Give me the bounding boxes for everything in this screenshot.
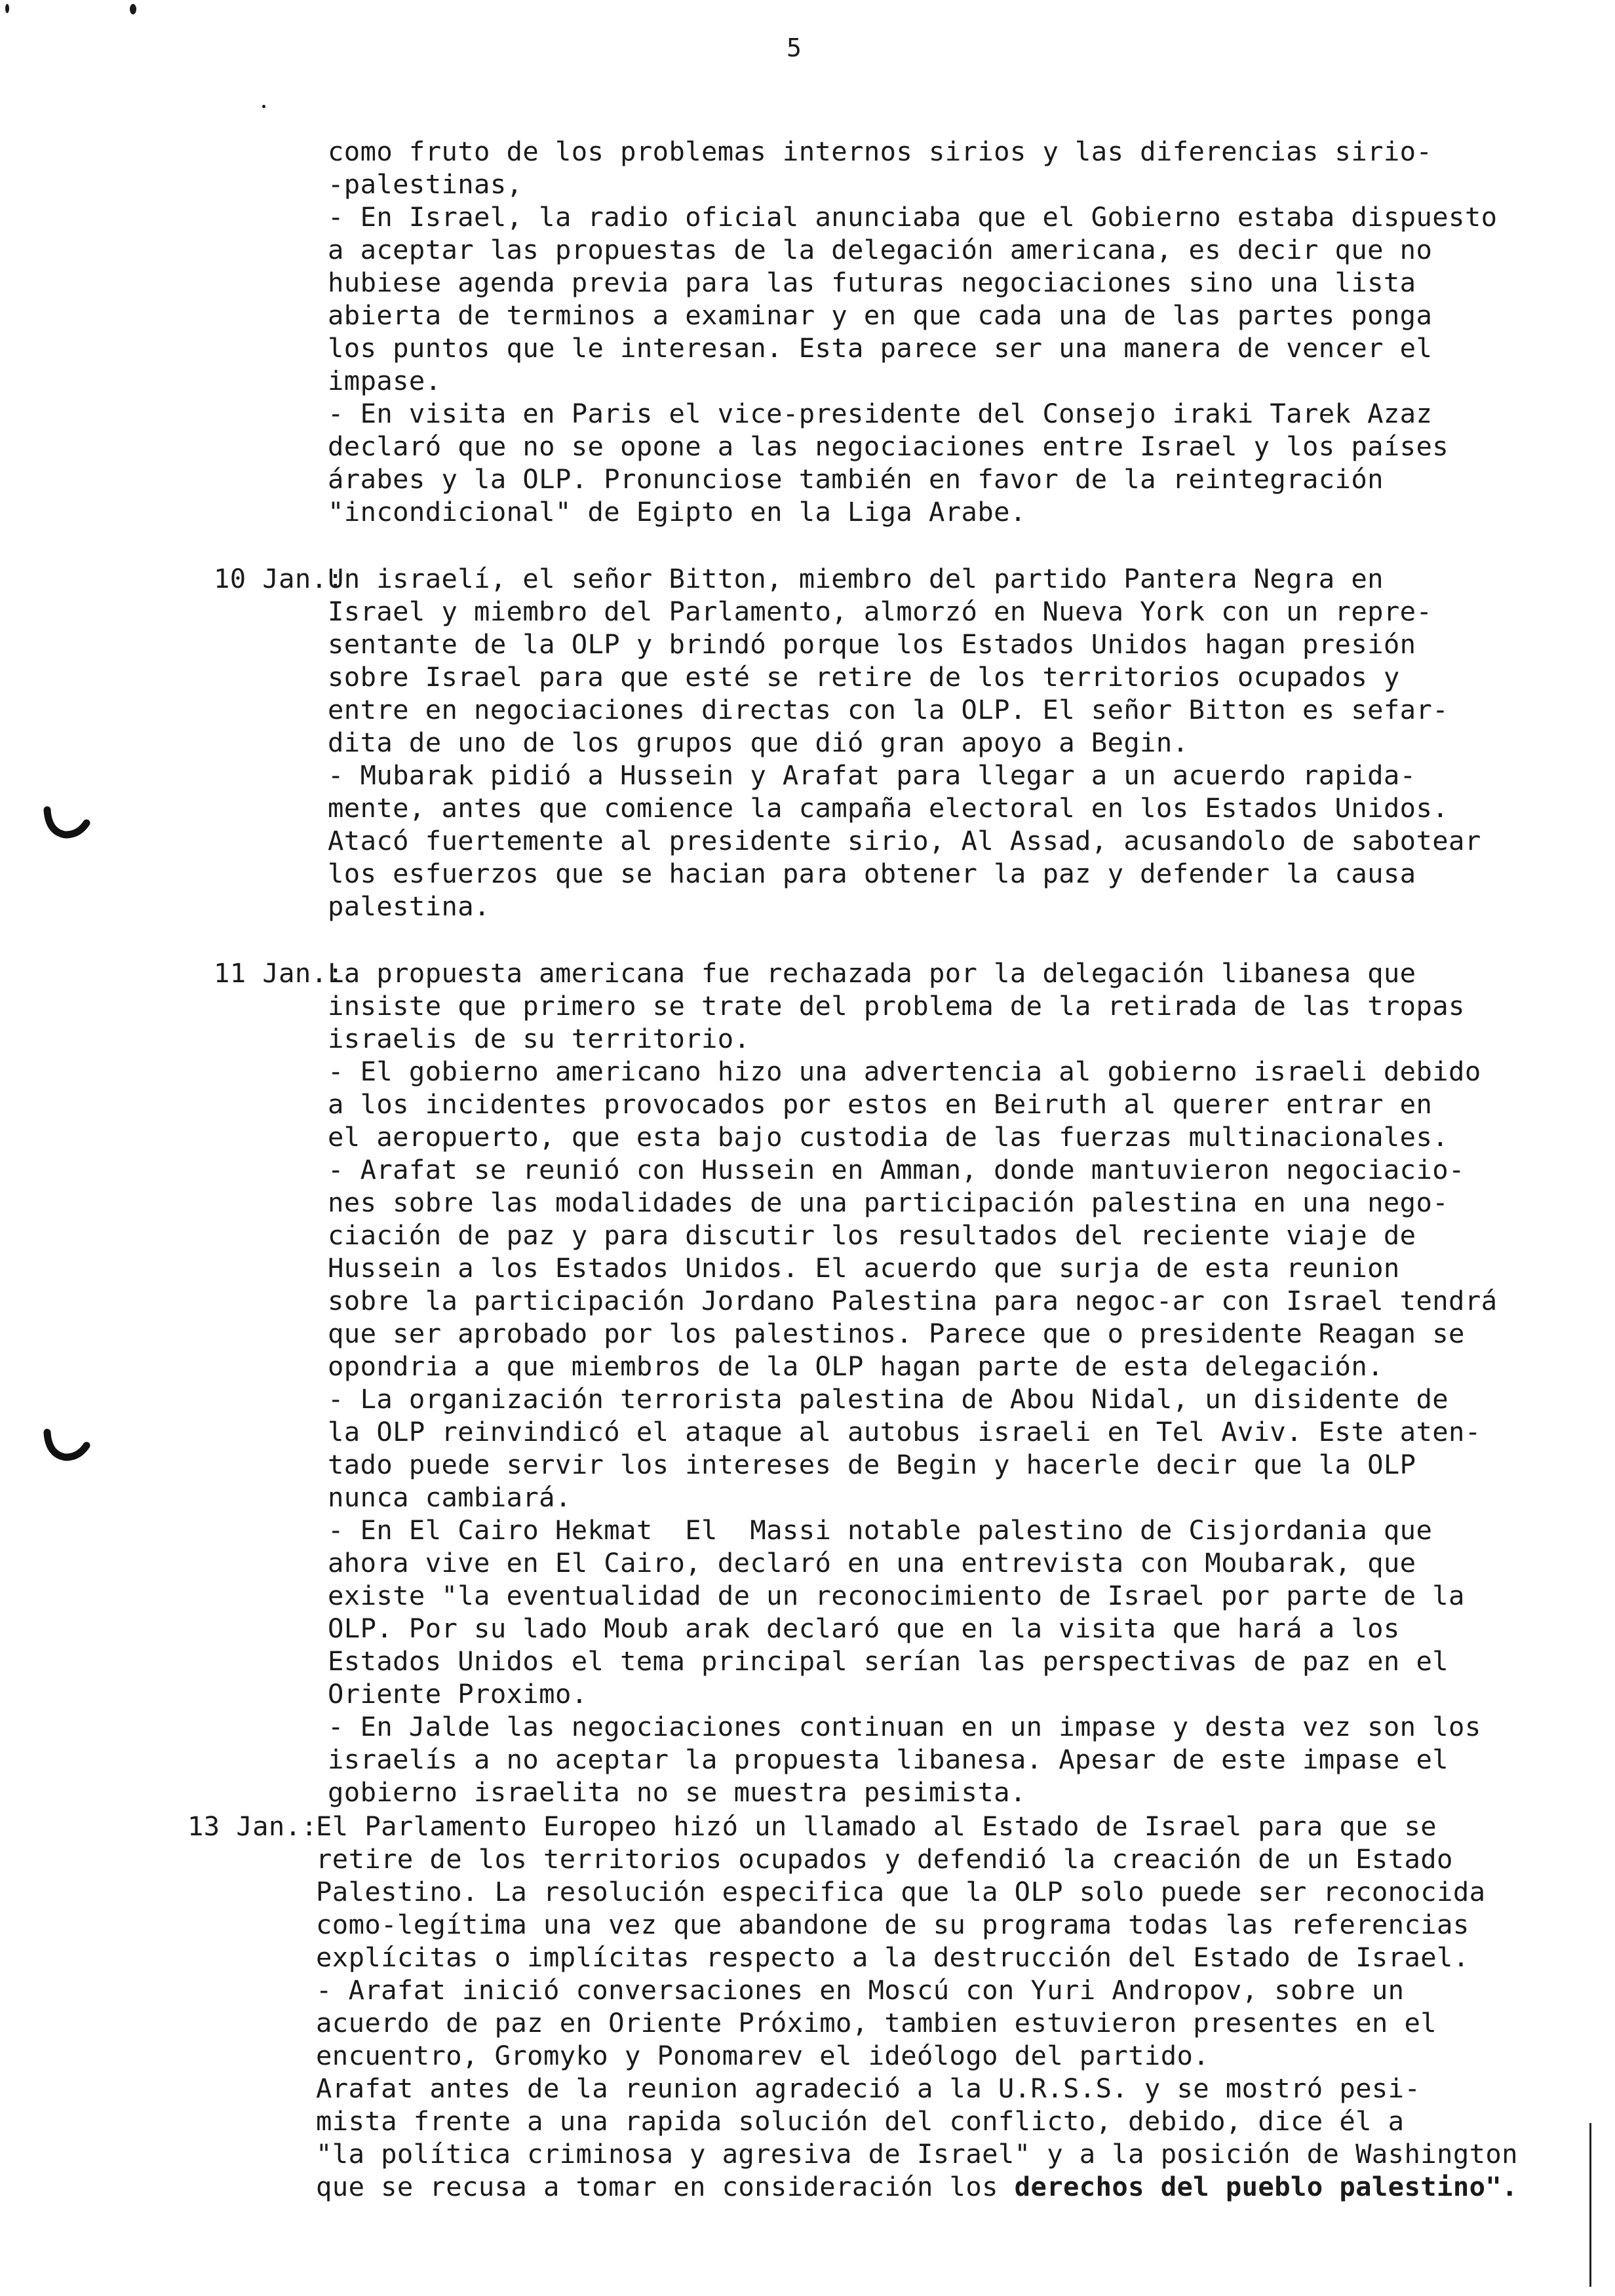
scan-speck bbox=[5, 4, 9, 13]
text-line: a los incidentes provocados por estos en Beiruth al querer entrar en bbox=[328, 1088, 1433, 1120]
text-line: "incondicional" de Egipto en la Liga Arabe. bbox=[328, 496, 1026, 527]
text-line: declaró que no se opone a las negociaciones entre Israel y los países bbox=[328, 430, 1449, 462]
text-line: como fruto de los problemas internos sirios y las diferencias sirio- bbox=[328, 136, 1433, 167]
text-line: los esfuerzos que se hacian para obtener la paz y defender la causa bbox=[328, 858, 1416, 889]
text-line: los puntos que le interesan. Esta parece ser una manera de vencer el bbox=[328, 332, 1433, 364]
text-line: La propuesta americana fue rechazada por la delegación libanesa que bbox=[328, 957, 1416, 989]
text-line: israelís a no aceptar la propuesta libanesa. Apesar de este impase el bbox=[328, 1744, 1449, 1775]
text-line: acuerdo de paz en Oriente Próximo, tambien estuvieron presentes en el bbox=[316, 2007, 1437, 2038]
entry-date: 11 Jan.: bbox=[214, 957, 344, 989]
text-line: Arafat antes de la reunion agradeció a la U.R.S.S. y se mostró pesi- bbox=[316, 2073, 1421, 2104]
text-line: Oriente Proximo. bbox=[328, 1678, 588, 1710]
text-line: - La organización terrorista palestina de Abou Nidal, un disidente de bbox=[328, 1383, 1449, 1415]
text-line: -palestinas, bbox=[328, 168, 523, 200]
text-line: sentante de la OLP y brindó porque los Estados Unidos hagan presión bbox=[328, 628, 1416, 660]
text-line: Estados Unidos el tema principal serían las perspectivas de paz en el bbox=[328, 1645, 1449, 1677]
scan-speck bbox=[262, 105, 265, 108]
page-edge-line bbox=[1589, 2123, 1591, 2287]
text-line: ciación de paz y para discutir los resultados del reciente viaje de bbox=[328, 1219, 1416, 1251]
text-line: sobre la participación Jordano Palestina para negoc-ar con Israel tendrá bbox=[328, 1285, 1498, 1316]
text-line: - Arafat se reunió con Hussein en Amman, donde mantuvieron negociacio- bbox=[328, 1154, 1465, 1185]
text-line: OLP. Por su lado Moub arak declaró que en la visita que hará a los bbox=[328, 1613, 1400, 1644]
final-line-bold: derechos del pueblo palestino". bbox=[1014, 2171, 1518, 2202]
scan-speck bbox=[130, 4, 136, 14]
text-line: hubiese agenda previa para las futuras negociaciones sino una lista bbox=[328, 267, 1416, 298]
text-line: palestina. bbox=[328, 890, 490, 922]
text-line: nunca cambiará. bbox=[328, 1482, 572, 1513]
text-line: retire de los territorios ocupados y defendió la creación de un Estado bbox=[316, 1843, 1453, 1875]
text-line: insiste que primero se trate del problema de la retirada de las tropas bbox=[328, 990, 1465, 1022]
text-line: como-legítima una vez que abandone de su programa todas las referencias bbox=[316, 1909, 1469, 1940]
text-line: - En Israel, la radio oficial anunciaba que el Gobierno estaba dispuesto bbox=[328, 201, 1498, 233]
text-line: gobierno israelita no se muestra pesimista. bbox=[328, 1776, 1026, 1808]
text-line: Hussein a los Estados Unidos. El acuerdo que surja de esta reunion bbox=[328, 1252, 1400, 1284]
text-line: - En visita en Paris el vice-presidente del Consejo iraki Tarek Azaz bbox=[328, 398, 1433, 429]
text-line: Un israelí, el señor Bitton, miembro del partido Pantera Negra en bbox=[328, 563, 1384, 594]
text-line: dita de uno de los grupos que dió gran apoyo a Begin. bbox=[328, 727, 1189, 758]
text-line: la OLP reinvindicó el ataque al autobus israeli en Tel Aviv. Este aten- bbox=[328, 1416, 1481, 1447]
text-line: Palestino. La resolución especifica que la OLP solo puede ser reconocida bbox=[316, 1876, 1486, 1907]
text-line: mente, antes que comience la campaña electoral en los Estados Unidos. bbox=[328, 792, 1449, 824]
text-line: - En El Cairo Hekmat El Massi notable palestino de Cisjordania que bbox=[328, 1514, 1433, 1546]
text-line: El Parlamento Europeo hizó un llamado al Estado de Israel para que se bbox=[316, 1810, 1437, 1842]
text-line: encuentro, Gromyko y Ponomarev el ideólogo del partido. bbox=[316, 2040, 1210, 2071]
binder-hole-mark bbox=[41, 805, 93, 844]
entry-date: 13 Jan.: bbox=[187, 1810, 318, 1842]
text-line: explícitas o implícitas respecto a la destrucción del Estado de Israel. bbox=[316, 1942, 1469, 1973]
text-line: - En Jalde las negociaciones continuan en un impase y desta vez son los bbox=[328, 1711, 1481, 1742]
text-line: tado puede servir los intereses de Begin y hacerle decir que la OLP bbox=[328, 1449, 1416, 1480]
text-line: nes sobre las modalidades de una participación palestina en una nego- bbox=[328, 1187, 1449, 1218]
text-line: opondria a que miembros de la OLP hagan parte de esta delegación. bbox=[328, 1350, 1384, 1382]
text-line: existe "la eventualidad de un reconocimiento de Israel por parte de la bbox=[328, 1580, 1465, 1611]
binder-hole-mark bbox=[41, 1427, 93, 1466]
text-line: israelis de su territorio. bbox=[328, 1023, 750, 1054]
text-line-final bbox=[316, 2170, 1518, 2203]
text-line: a aceptar las propuestas de la delegación americana, es decir que no bbox=[328, 234, 1433, 265]
text-line: árabes y la OLP. Pronunciose también en favor de la reintegración bbox=[328, 463, 1384, 495]
text-line: el aeropuerto, que esta bajo custodia de las fuerzas multinacionales. bbox=[328, 1121, 1449, 1153]
text-line: mista frente a una rapida solución del conflicto, debido, dice él a bbox=[316, 2105, 1405, 2137]
final-line-regular: que se recusa a tomar en consideración los bbox=[316, 2171, 1015, 2202]
text-line: "la política criminosa y agresiva de Israel" y a la posición de Washington bbox=[316, 2138, 1518, 2170]
text-line: - Mubarak pidió a Hussein y Arafat para llegar a un acuerdo rapida- bbox=[328, 759, 1416, 791]
text-line: Atacó fuertemente al presidente sirio, Al Assad, acusandolo de sabotear bbox=[328, 825, 1481, 856]
page-number: 5 bbox=[787, 33, 802, 62]
text-line: sobre Israel para que esté se retire de los territorios ocupados y bbox=[328, 661, 1400, 693]
text-line: abierta de terminos a examinar y en que cada una de las partes ponga bbox=[328, 299, 1433, 331]
text-line: entre en negociaciones directas con la OLP. El señor Bitton es sefar- bbox=[328, 694, 1449, 725]
entry-date: 10 Jan.: bbox=[214, 563, 344, 594]
text-line: impase. bbox=[328, 365, 442, 396]
text-line: - Arafat inició conversaciones en Moscú con Yuri Andropov, sobre un bbox=[316, 1974, 1405, 2006]
text-line: Israel y miembro del Parlamento, almorzó en Nueva York con un repre- bbox=[328, 596, 1433, 627]
text-line: ahora vive en El Cairo, declaró en una entrevista con Moubarak, que bbox=[328, 1547, 1416, 1578]
text-line: - El gobierno americano hizo una advertencia al gobierno israeli debido bbox=[328, 1056, 1481, 1087]
text-line: que ser aprobado por los palestinos. Parece que o presidente Reagan se bbox=[328, 1318, 1465, 1349]
